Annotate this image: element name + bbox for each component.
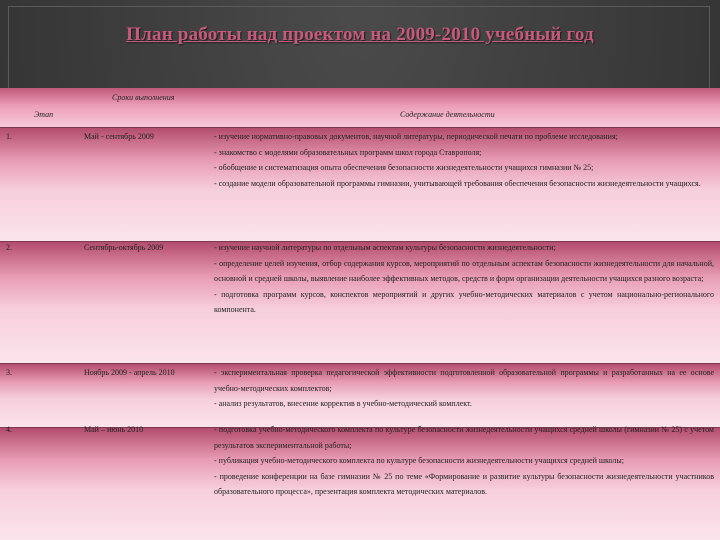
content-item: - подготовка программ курсов, конспектов мероприятий и других учебно-методических материалов с учетом национально-регионального компонента.: [214, 289, 714, 315]
row-content: [214, 129, 714, 191]
content-item: - изучение нормативно-правовых документов, научной литературы, периодической печати по проблеме исследования;: [214, 132, 618, 141]
content-item: - знакомство с моделями образовательных программ школ города Ставрополя;: [214, 147, 482, 157]
row-dates: Май - сентябрь 2009: [84, 132, 154, 141]
table-row: [0, 128, 720, 242]
row-number: 4.: [6, 425, 12, 434]
content-item: - проведение конференции на базе гимназии № 25 по теме «Формирование и развитие культуры безопасности жизнедеятельности участников образовательного процесса», презентация комплекта методических материалов.: [214, 471, 714, 497]
row-content: [214, 422, 714, 500]
page-title: План работы над проектом на 2009-2010 учебный год: [126, 24, 594, 45]
table-row: [0, 425, 720, 540]
row-number: 1.: [6, 132, 12, 141]
content-item: - обобщение и систематизация опыта обеспечения безопасности жизнедеятельности учащихся гимназии № 25;: [214, 163, 594, 173]
content-item: - подготовка учебно-методического комплекта по культуре безопасности жизнедеятельности учащихся средней школы (гимназии № 25) с учетом результатов экспериментальной работы;: [214, 425, 714, 450]
content-item: - публикация учебно-методического комплекта по культуре безопасности жизнедеятельности учащихся средней школы;: [214, 456, 624, 466]
row-dates: Сентябрь-октябрь 2009: [84, 243, 164, 252]
content-item: - создание модели образовательной программы гимназии, учитывающей требования обеспечения безопасности жизнедеятельности учащихся.: [214, 178, 701, 188]
row-dates: Май – июнь 2010: [84, 425, 144, 434]
table-header-row: [0, 88, 720, 128]
content-item: - изучение научной литературы по отдельным аспектам культуры безопасности жизнедеятельности;: [214, 243, 556, 252]
header-dates: Сроки выполнения: [112, 93, 175, 102]
row-number: 2.: [6, 243, 12, 252]
plan-table: [0, 88, 720, 540]
content-item: - определение целей изучения, отбор содержания курсов, мероприятий по отдельным аспектам безопасности жизнедеятельности для начальной, основной и средней школы, выявление наиболее эффективных методов, средств и форм организации деятельности учащихся разного возраста;: [214, 258, 714, 284]
row-content: [214, 365, 714, 412]
row-dates: Ноябрь 2009 - апрель 2010: [84, 368, 175, 377]
table-row: [0, 364, 720, 428]
table-row: [0, 242, 720, 364]
row-number: 3.: [6, 368, 12, 377]
header-stage: Этап: [34, 110, 54, 119]
content-item: - экспериментальная проверка педагогической эффективности подготовленной образовательной программы и разработанных на ее основе учебно-методических комплектов;: [214, 368, 714, 393]
header-content: Содержание деятельности: [400, 110, 495, 119]
row-content: [214, 240, 714, 318]
content-item: - анализ результатов, внесение корректив в учебно-методический комплект.: [214, 399, 472, 409]
